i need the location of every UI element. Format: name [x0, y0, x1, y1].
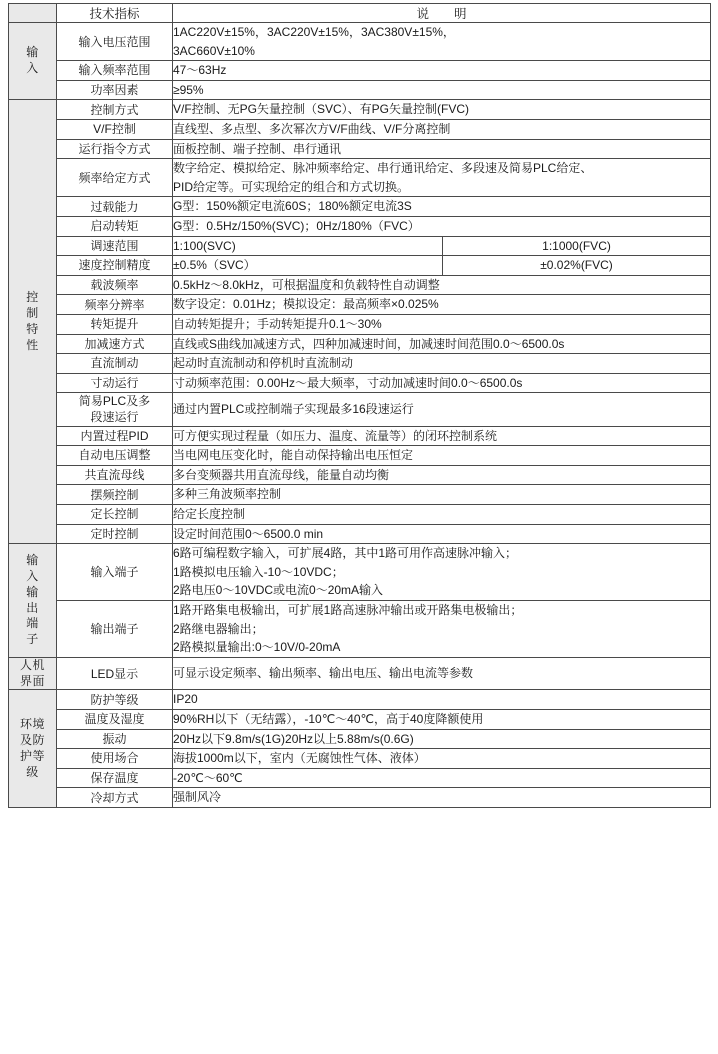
description-line: 寸动频率范围：0.00Hz～最大频率，寸动加减速时间0.0～6500.0s — [173, 375, 523, 390]
table-row — [9, 729, 711, 749]
description-line: 0.5kHz～8.0kHz，可根据温度和负载特性自动调整 — [173, 277, 440, 292]
category-cell — [9, 100, 57, 544]
description-line: 海拔1000m以下，室内（无腐蚀性气体、液体） — [173, 751, 426, 766]
header-category-cell — [9, 4, 57, 23]
category-cell — [9, 690, 57, 808]
description-cell — [173, 314, 711, 334]
category-label-line: 特 — [26, 321, 39, 336]
description-line: G型：150%额定电流60S；180%额定电流3S — [173, 199, 412, 214]
item-label-cell — [57, 393, 173, 426]
category-label-line: 及防 — [19, 732, 45, 747]
description-cell — [173, 23, 711, 61]
description-line: 起动时直流制动和停机时直流制动 — [173, 356, 354, 371]
category-label-line: 入 — [26, 61, 39, 76]
table-row — [9, 256, 711, 276]
description-cell — [173, 393, 711, 426]
table-row — [9, 788, 711, 808]
description-cell — [173, 446, 711, 466]
table-row — [9, 100, 711, 120]
description-line: 直线或S曲线加减速方式，四种加减速时间，加减速时间范围0.0～6500.0s — [173, 336, 565, 351]
table-row — [9, 710, 711, 730]
item-label-cell: 控制方式 — [57, 100, 173, 120]
table-row — [9, 275, 711, 295]
category-label-line: 级 — [26, 764, 39, 779]
description-line: 1AC220V±15%，3AC220V±15%，3AC380V±15%， — [173, 25, 455, 39]
description-line: -20℃～60℃ — [173, 770, 243, 785]
description-cell — [173, 100, 711, 120]
description-cell-right: ±0.02%(FVC) — [443, 256, 711, 276]
description-line: 3AC660V±10% — [173, 43, 255, 58]
table-row — [9, 524, 711, 544]
description-line: PID给定等。可实现给定的组合和方式切换。 — [173, 179, 410, 194]
description-cell — [173, 275, 711, 295]
description-cell — [173, 334, 711, 354]
table-row — [9, 61, 711, 81]
description-cell — [173, 505, 711, 525]
item-label-line: 段速运行 — [90, 410, 139, 425]
table-row — [9, 354, 711, 374]
description-cell — [173, 601, 711, 658]
item-label-cell: 频率给定方式 — [57, 159, 173, 197]
description-line: 1路开路集电极输出，可扩展1路高速脉冲输出或开路集电极输出； — [173, 603, 523, 617]
description-cell — [173, 524, 711, 544]
item-label-cell: 使用场合 — [57, 749, 173, 769]
category-cell — [9, 23, 57, 100]
description-cell — [173, 657, 711, 690]
description-line: 通过内置PLC或控制端子实现最多16段速运行 — [173, 402, 414, 417]
description-cell — [173, 768, 711, 788]
category-label-line: 输 — [26, 584, 39, 599]
item-label-cell: 共直流母线 — [57, 465, 173, 485]
item-label-cell: LED显示 — [57, 657, 173, 690]
description-cell-right: 1:1000(FVC) — [443, 236, 711, 256]
description-line: 多种三角波频率控制 — [173, 487, 282, 502]
item-label-cell: 载波频率 — [57, 275, 173, 295]
table-row — [9, 23, 711, 61]
table-row — [9, 544, 711, 601]
table-row — [9, 295, 711, 315]
description-line: 设定时间范围0～6500.0 min — [173, 526, 324, 541]
item-label-cell: 过载能力 — [57, 197, 173, 217]
description-line: 2路模拟量输出:0～10V/0-20mA — [173, 640, 341, 655]
description-cell — [173, 749, 711, 769]
description-line: IP20 — [173, 692, 198, 707]
description-cell — [173, 426, 711, 446]
description-line: 6路可编程数字输入，可扩展4路，其中1路可用作高速脉冲输入； — [173, 546, 518, 561]
item-label-cell: 功率因素 — [57, 80, 173, 100]
description-cell — [173, 216, 711, 236]
item-label-cell: 内置过程PID — [57, 426, 173, 446]
header-item-cell: 技术指标 — [57, 4, 173, 23]
table-row — [9, 314, 711, 334]
item-label-cell: 加减速方式 — [57, 334, 173, 354]
table-row — [9, 159, 711, 197]
category-label-line: 环境 — [19, 717, 45, 732]
description-line: 20Hz以下9.8m/s(1G)20Hz以上5.88m/s(0.6G) — [173, 731, 414, 746]
category-label-line: 制 — [26, 305, 39, 320]
table-row — [9, 465, 711, 485]
category-label-line: 入 — [26, 568, 39, 583]
header-description-cell: 说 明 — [173, 4, 711, 23]
description-cell — [173, 80, 711, 100]
description-line: V/F控制、无PG矢量控制（SVC）、有PG矢量控制(FVC) — [173, 102, 470, 117]
item-label-cell: V/F控制 — [57, 119, 173, 139]
description-line: 2路电压0～10VDC或电流0～20mA输入 — [173, 583, 384, 598]
table-row — [9, 216, 711, 236]
category-label-line: 输 — [26, 553, 39, 568]
description-line: 强制风冷 — [173, 790, 222, 805]
category-label-line: 子 — [26, 632, 39, 647]
description-line: 90%RH以下（无结露），-10℃～40℃，高于40度降额使用 — [173, 712, 484, 727]
category-label-line: 端 — [26, 616, 39, 631]
item-label-cell: 输入电压范围 — [57, 23, 173, 61]
description-line: 1路模拟电压输入-10～10VDC； — [173, 564, 344, 579]
table-row — [9, 426, 711, 446]
table-row — [9, 485, 711, 505]
description-cell — [173, 119, 711, 139]
category-label-line: 出 — [26, 600, 39, 615]
description-line: 给定长度控制 — [173, 507, 246, 522]
description-line: 数字设定：0.01Hz；模拟设定：最高频率×0.025% — [173, 297, 439, 312]
description-cell-left: 1:100(SVC) — [173, 236, 443, 256]
description-line: 数字给定、模拟给定、脉冲频率给定、串行通讯给定、多段速及简易PLC给定、 — [173, 161, 593, 176]
item-label-cell: 定时控制 — [57, 524, 173, 544]
item-label-cell: 启动转矩 — [57, 216, 173, 236]
item-label-cell: 输出端子 — [57, 601, 173, 658]
category-cell — [9, 657, 57, 690]
table-row — [9, 373, 711, 393]
description-line: 可显示设定频率、输出频率、输出电压、输出电流等参数 — [173, 666, 474, 681]
description-cell — [173, 788, 711, 808]
category-label-line: 人机 — [19, 657, 45, 672]
description-cell — [173, 690, 711, 710]
table-row — [9, 690, 711, 710]
description-cell — [173, 729, 711, 749]
table-row — [9, 505, 711, 525]
description-line: 直线型、多点型、多次幂次方V/F曲线、V/F分离控制 — [173, 121, 451, 136]
category-label-line: 输 — [26, 45, 39, 60]
table-header-row — [9, 4, 711, 23]
category-label-line: 界面 — [19, 673, 45, 688]
description-line: G型：0.5Hz/150%(SVC)；0Hz/180%（FVC） — [173, 218, 420, 233]
table-row — [9, 119, 711, 139]
category-label-line: 护等 — [19, 748, 45, 763]
item-label-cell: 运行指令方式 — [57, 139, 173, 159]
table-row — [9, 657, 711, 690]
table-row — [9, 446, 711, 466]
description-cell — [173, 373, 711, 393]
item-label-cell: 调速范围 — [57, 236, 173, 256]
item-label-cell: 转矩提升 — [57, 314, 173, 334]
description-cell — [173, 295, 711, 315]
category-label-line: 控 — [26, 290, 39, 305]
description-cell — [173, 710, 711, 730]
table-row — [9, 334, 711, 354]
table-row — [9, 749, 711, 769]
table-row — [9, 139, 711, 159]
table-row — [9, 80, 711, 100]
description-line: ≥95% — [173, 82, 204, 97]
item-label-cell: 保存温度 — [57, 768, 173, 788]
description-cell — [173, 197, 711, 217]
item-label-cell: 振动 — [57, 729, 173, 749]
table-row — [9, 601, 711, 658]
description-cell — [173, 139, 711, 159]
item-label-cell: 输入端子 — [57, 544, 173, 601]
table-row — [9, 768, 711, 788]
item-label-cell: 输入频率范围 — [57, 61, 173, 81]
category-cell — [9, 544, 57, 658]
category-label-line: 性 — [26, 337, 39, 352]
item-label-line: 简易PLC及多 — [78, 394, 151, 409]
item-label-cell: 频率分辨率 — [57, 295, 173, 315]
item-label-cell: 定长控制 — [57, 505, 173, 525]
description-line: 可方便实现过程量（如压力、温度、流量等）的闭环控制系统 — [173, 428, 498, 443]
description-cell — [173, 354, 711, 374]
item-label-cell: 冷却方式 — [57, 788, 173, 808]
table-row — [9, 197, 711, 217]
description-line: 2路继电器输出； — [173, 621, 264, 636]
description-line: 面板控制、端子控制、串行通讯 — [173, 141, 342, 156]
description-cell — [173, 485, 711, 505]
item-label-cell: 直流制动 — [57, 354, 173, 374]
item-label-cell: 寸动运行 — [57, 373, 173, 393]
description-line: 自动转矩提升；手动转矩提升0.1～30% — [173, 316, 382, 331]
description-cell — [173, 61, 711, 81]
description-cell — [173, 159, 711, 197]
description-line: 47～63Hz — [173, 63, 227, 78]
item-label-cell: 防护等级 — [57, 690, 173, 710]
description-cell — [173, 465, 711, 485]
description-line: 当电网电压变化时，能自动保持输出电压恒定 — [173, 448, 414, 463]
table-row — [9, 393, 711, 426]
description-cell — [173, 544, 711, 601]
item-label-cell: 自动电压调整 — [57, 446, 173, 466]
item-label-cell: 摆频控制 — [57, 485, 173, 505]
item-label-cell: 速度控制精度 — [57, 256, 173, 276]
description-line: 多台变频器共用直流母线，能量自动均衡 — [173, 467, 390, 482]
item-label-cell: 温度及湿度 — [57, 710, 173, 730]
table-row — [9, 236, 711, 256]
description-cell-left: ±0.5%（SVC） — [173, 256, 443, 276]
specification-table — [8, 3, 711, 808]
